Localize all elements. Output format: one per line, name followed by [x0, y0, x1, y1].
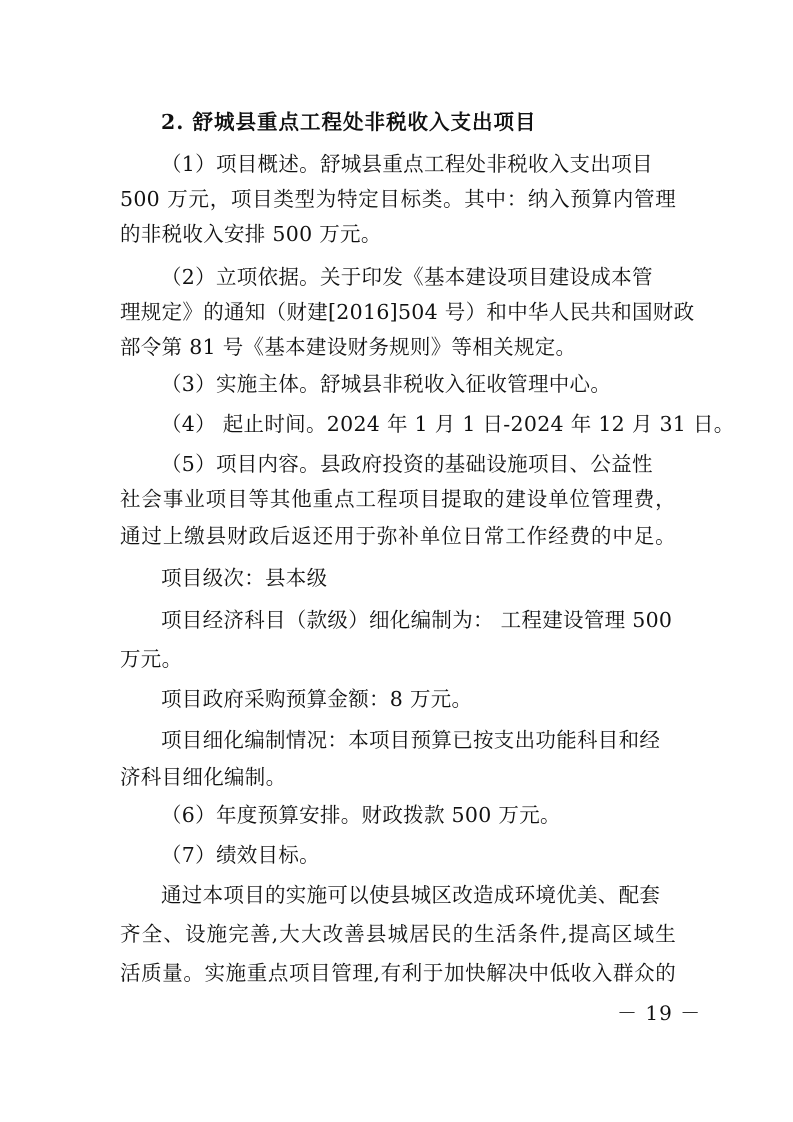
paragraph-line: 的非税收入安排 500 万元。 [120, 222, 382, 246]
paragraph-line: （7）绩效目标。 [161, 843, 320, 867]
paragraph-line: 通过本项目的实施可以使县城区改造成环境优美、配套 [161, 883, 661, 907]
paragraph-line: 500 万元，项目类型为特定目标类。其中：纳入预算内管理 [120, 187, 676, 211]
section-heading: 2. 舒城县重点工程处非税收入支出项目 [161, 110, 537, 134]
paragraph-line: 理规定》的通知（财建[2016]504 号）和中华人民共和国财政 [120, 300, 695, 324]
paragraph-line: 项目级次：县本级 [161, 566, 328, 590]
paragraph-line: 项目政府采购预算金额：8 万元。 [161, 687, 473, 711]
paragraph-line: 项目细化编制情况：本项目预算已按支出功能科目和经 [161, 728, 661, 752]
paragraph-line: （4） 起止时间。2024 年 1 月 1 日-2024 年 12 月 31 日。 [161, 412, 735, 436]
paragraph-line: （3）实施主体。舒城县非税收入征收管理中心。 [161, 372, 612, 396]
paragraph-line: 活质量。实施重点项目管理,有利于加快解决中低收入群众的 [120, 961, 676, 985]
paragraph-line: （2）立项依据。关于印发《基本建设项目建设成本管 [161, 265, 653, 289]
paragraph-line: （5）项目内容。县政府投资的基础设施项目、公益性 [161, 452, 653, 476]
paragraph-line: 万元。 [120, 647, 183, 671]
paragraph-line: 社会事业项目等其他重点工程项目提取的建设单位管理费， [120, 487, 676, 511]
paragraph-line: 通过上缴县财政后返还用于弥补单位日常工作经费的中足。 [120, 524, 676, 548]
paragraph-line: （1）项目概述。舒城县重点工程处非税收入支出项目 [161, 152, 653, 176]
paragraph-line: 齐全、设施完善,大大改善县城居民的生活条件,提高区域生 [120, 922, 676, 946]
paragraph-line: 部令第 81 号《基本建设财务规则》等相关规定。 [120, 335, 577, 359]
page-number: － 19 － [617, 1001, 702, 1025]
paragraph-line: 项目经济科目（款级）细化编制为： 工程建设管理 500 [161, 608, 673, 632]
paragraph-line: （6）年度预算安排。财政拨款 500 万元。 [161, 803, 561, 827]
paragraph-line: 济科目细化编制。 [120, 765, 287, 789]
